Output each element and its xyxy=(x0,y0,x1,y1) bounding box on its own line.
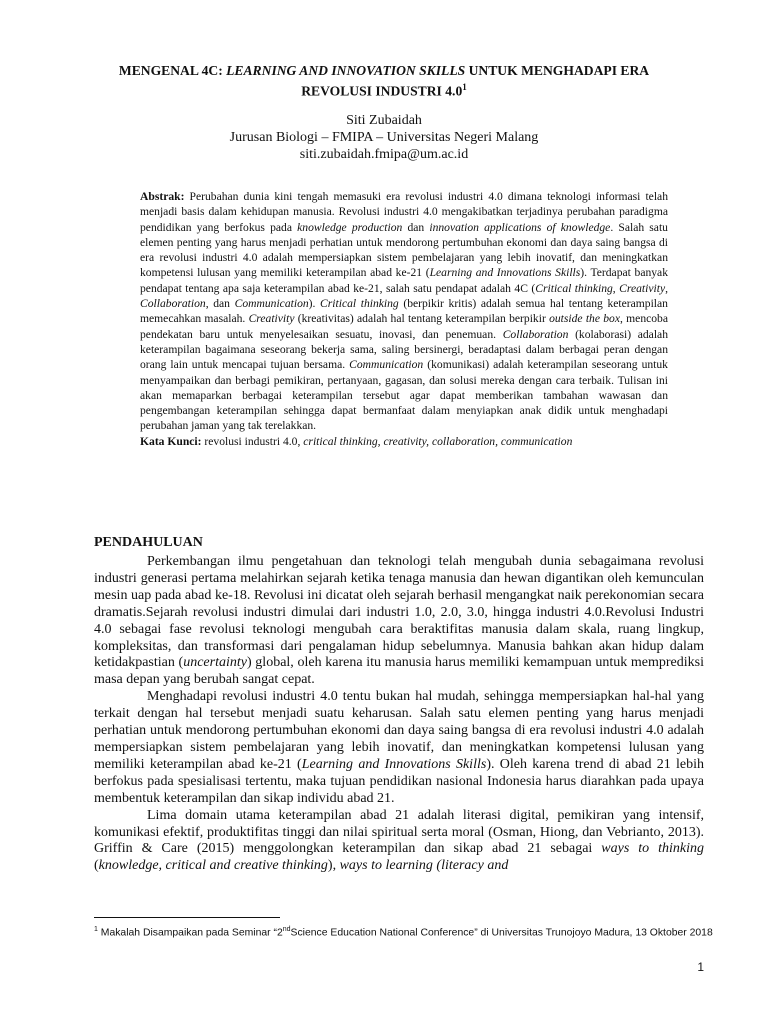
title-line-1: MENGENAL 4C: LEARNING AND INNOVATION SKILLS UNTUK MENGHADAPI ERA xyxy=(118,63,650,78)
paragraph-3: Lima domain utama keterampilan abad 21 adalah literasi digital, pemikiran yang intensif, komunikasi efektif, produktifitas tinggi dan nilai spiritual serta moral (Osman, Hiong, dan Vebrianto, 2013). Griffin & Care (2015) menggolongkan keterampilan dan sikap abad 21 sebagai ways to thinking (knowledge, critical and creative thinking), ways to learning (literacy and xyxy=(94,807,704,874)
paper-title xyxy=(60,62,708,100)
footnote-divider xyxy=(94,917,280,918)
footnote: $^1$ Makalah Disampaikan pada Seminar “2ndScience Education National Conference” di Universitas Trunojoyo Madura, 13 Oktober 2018 xyxy=(94,926,713,939)
keywords: Kata Kunci: revolusi industri 4.0, critical thinking, creativity, collaboration, communication xyxy=(140,434,573,448)
author-block xyxy=(60,112,708,163)
paragraph-1: Perkembangan ilmu pengetahuan dan teknologi telah mengubah dunia sebagaimana revolusi industri generasi pertama melahirkan sejarah ketika tenaga manusia dan hewan digantikan oleh kemunculan mesin uap pada abad ke-18. Revolusi ini dicatat oleh sejarah berhasil mengangkat naik perekonomian secara dramatis.Sejarah revolusi industri dimulai dari industri 1.0, 2.0, 3.0, hingga industri 4.0.Revolusi Industri 4.0 sebagai fase revolusi teknologi mengubah cara beraktifitas manusia dalam skala, ruang lingkup, kompleksitas, dan transformasi dari pengalaman hidup sebelumnya. Manusia bahkan akan hidup dalam ketidakpastian (uncertainty) global, oleh karena itu manusia harus memiliki kemampuan untuk memprediksi masa depan yang berubah sangat cepat. xyxy=(94,554,704,688)
title-footnote-mark: 1 xyxy=(462,82,467,92)
section-heading: PENDAHULUAN xyxy=(94,535,203,550)
author-name: Siti Zubaidah xyxy=(346,113,422,128)
abstract-block xyxy=(140,189,668,449)
body-text xyxy=(94,554,704,875)
abstract-text: Abstrak: Perubahan dunia kini tengah memasuki era revolusi industri 4.0 dimana teknologi informasi telah menjadi basis dalam kehidupan manusia. Revolusi industri 4.0 mengakibatkan terjadinya perubahan paradigma pendidikan yang berfokus pada knowledge production dan innovation applications of knowledge. Salah satu elemen penting yang harus menjadi perhatian untuk mendorong pertumbuhan ekonomi dan daya saing bangsa di era revolusi industri 4.0 adalah mempersiapkan sistem pembelajaran yang lebih inovatif, dan meningkatkan kompetensi lulusan yang memiliki keterampilan abad ke-21 (Learning and Innovations Skills). Terdapat banyak pendapat tentang apa saja keterampilan abad ke-21, salah satu pendapat adalah 4C (Critical thinking, Creativity, Collaboration, dan Communication). Critical thinking (berpikir kritis) adalah semua hal tentang keterampilan memecahkan masalah. Creativity (kreativitas) adalah hal tentang keterampilan berpikir outside the box, mencoba pendekatan baru untuk menyelesaikan sesuatu, inovasi, dan penemuan. Collaboration (kolaborasi) adalah keterampilan bagaimana seseorang bekerja sama, saling bersinergi, beradaptasi dalam berbagai peran dengan orang lain untuk mencapai tujuan bersama. Communication (komunikasi) adalah keterampilan seseorang untuk menyampaikan dan berbagi pemikiran, pertanyaan, gagasan, dan solusi mereka dengan cara terbaik. Tulisan ini akan memaparkan berbagai keterampilan tersebut agar dapat memberikan tambahan wawasan dan pengembangan keterampilan sehingga dapat bermanfaat dalam menyiapkan anak didik untuk menghadapi perubahan jaman yang tak terelakkan. xyxy=(140,190,669,433)
paragraph-2: Menghadapi revolusi industri 4.0 tentu bukan hal mudah, sehingga mempersiapkan hal-hal yang terkait dengan hal tersebut menjadi suatu keharusan. Salah satu elemen penting yang harus menjadi perhatian untuk mendorong pertumbuhan ekonomi dan daya saing bangsa di era revolusi industri 4.0 adalah mempersiapkan sistem pembelajaran yang lebih inovatif, dan meningkatkan kompetensi lulusan yang memiliki keterampilan abad ke-21 (Learning and Innovations Skills). Oleh karena trend di abad 21 lebih berfokus pada spesialisasi tertentu, maka tujuan pendidikan nasional Indonesia harus diarahkan pada upaya membentuk keterampilan dan sikap individu abad 21. xyxy=(94,689,704,806)
title-line-2: REVOLUSI INDUSTRI $4.0^1$ xyxy=(301,82,467,99)
author-email: siti.zubaidah.fmipa@um.ac.id xyxy=(299,147,469,162)
page-number: 1 xyxy=(697,960,704,974)
author-affiliation: Jurusan Biologi – FMIPA – Universitas Negeri Malang xyxy=(229,130,539,145)
